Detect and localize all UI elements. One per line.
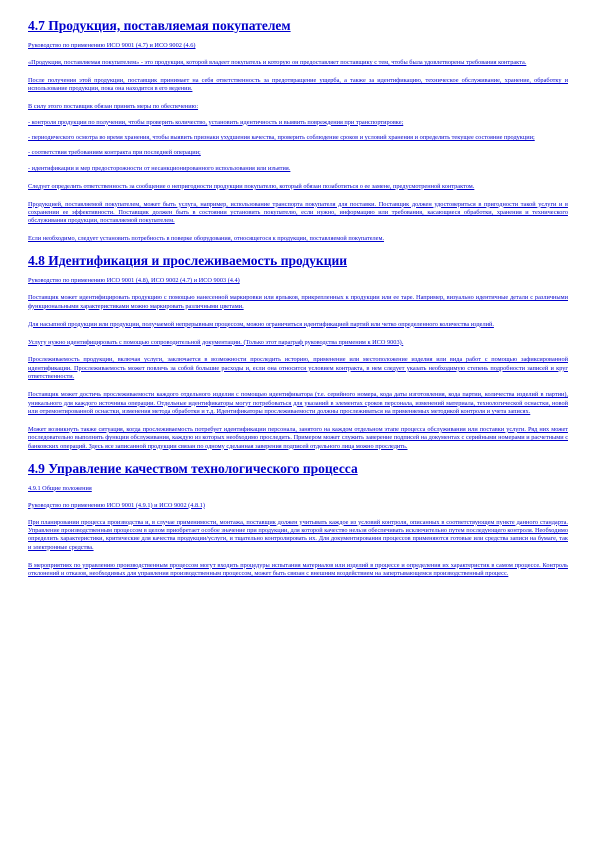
paragraph[interactable]: После получения этой продукции, поставщик принимает на себя ответственность за предотвращение ущерба, а также за идентификацию, техническое обслуживание, хранение, обработку и использование продукции, пока она находится в его ведении. xyxy=(28,76,568,93)
paragraph[interactable]: Следует определить ответственность за сообщение о непригодности продукции покупателю, который обязан позаботиться о ее замене, предусмотренной контрактом. xyxy=(28,182,475,190)
paragraph[interactable]: Может возникнуть также ситуация, когда прослеживаемость потребует идентификации персонала, занятого на каждом отдельном этапе процесса обслуживания или поставки услуги. Ряд них может последовательно выполнять функции обслуживания, каждую из которых необходимо проследить. Примером может служить заверение подписей на документах с серийными номерами и расчетными с банковских операций. Здесь ясе записанной продукции связан по одному сделанная заверения подписей отдельного лица можно проследить. xyxy=(28,425,568,450)
section-subtitle[interactable]: 4.9.1 Общие положения xyxy=(28,484,92,492)
paragraph[interactable]: Если необходимо, следует установить потребность в поверке оборудования, относящегося к продукции, поставляемой покупателем. xyxy=(28,235,385,243)
list-item[interactable]: - соответствия требованиям контракта при последней операции; xyxy=(28,149,201,157)
list-item[interactable]: - контроля продукции по получении, чтобы проверить количество, установить идентичность и выявить повреждения при транспортировке; xyxy=(28,118,404,126)
paragraph[interactable]: Для насыпной продукции или продукции, получаемой непрерывным процессом, можно ограничиться идентификацией партий или четко определенного количества изделий. xyxy=(28,320,494,328)
section-reference[interactable]: Руководство по применению ИСО 9001 (4.9.1) и ИСО 9002 (4.8.1) xyxy=(28,501,205,509)
list-item[interactable]: - периодического осмотра во время хранения, чтобы выявить признаки ухудшения качества, проверить соблюдение сроков и условий хранения и определить текущее состояние продукции; xyxy=(28,134,535,142)
paragraph[interactable]: «Продукция, поставляемая покупателем» - это продукция, которой владеет покупатель и которую он предоставляет поставщику с тем, чтобы была удовлетворены требования контракта. xyxy=(28,59,527,66)
paragraph[interactable]: Поставщик может идентифицировать продукцию с помощью нанесенной маркировки или ярлыков, прикрепленных к продукции или ее таре. Например, визуально идентичные детали с различными функциональными характеристиками можно маркировать различными цветами. xyxy=(28,294,568,310)
section-reference[interactable]: Руководство по применению ИСО 9001 (4.7) и ИСО 9002 (4.6) xyxy=(28,42,196,49)
paragraph[interactable]: При планировании процесса производства и, в случае применимости, монтажа, поставщик должен учитывать каждое из условий контроля, описанных в соответствующем пункте данного стандарта. Управление производственным процессом в целом приобретает особое значение при продукции, для которой качество нельзя обеспечивать исключительно путем последующего контроля. Необходимо определить характеристики, критические для качества продукции/услуги, и тщательно контролировать их. Для документирования процессов применяются готовые или средства записи на бумаге, так и электронные средства. xyxy=(28,518,568,551)
paragraph[interactable]: В силу этого поставщик обязан принять меры по обеспечению: xyxy=(28,103,199,111)
section-reference[interactable]: Руководство по применению ИСО 9001 (4.8), ИСО 9002 (4.7) и ИСО 9003 (4.4) xyxy=(28,277,240,285)
section-heading-4-9: 4.9 Управление качеством технологического процесса xyxy=(28,460,358,476)
document-page xyxy=(28,14,568,588)
paragraph[interactable]: В мероприятиях по управлению производственным процессом могут входить процедуры испытания материалов или изделий в процессе и определения их характеристик в самом процессе. Контроль отклонений и отказов, необходимых для управления производственным процессом, может быть связан с внешним воздействием на запертывающемся производственный процесс. xyxy=(28,561,568,578)
paragraph[interactable]: Услугу нужно идентифицировать с помощью сопроводительной документации. (Только этот параграф руководства применим к ИСО 9003). xyxy=(28,338,404,346)
paragraph[interactable]: Продукцией, поставляемой покупателем, может быть услуга, например, использование транспорта покупателя для поставки. Поставщик должен удостовериться в пригодности такой услуги и в сохранении ее эффективности. Поставщик должен быть в состоянии установить покупателю, если нужно, информацию или требования, касающиеся обработки, хранения и технического обслуживания продукции, поставляемой покупателем. xyxy=(28,200,568,225)
list-item[interactable]: - идентификации и мер предосторожности от несанкционированного использования или изъятия. xyxy=(28,164,291,172)
section-heading-4-8: 4.8 Идентификация и прослеживаемость продукции xyxy=(28,253,348,269)
section-heading-4-7: 4.7 Продукция, поставляемая покупателем xyxy=(28,18,291,33)
paragraph[interactable]: Поставщик может достичь прослеживаемости каждого отдельного изделия с помощью идентификатора (т.е. серийного номера, кода даты изготовления, кода партии, количества изделий в партии), уникального для каждого источника операции. Отдельные идентификаторы могут потребоваться для указаний в элементах сроков персонала, изменений материала, технологической оснастки, новой или отремонтированной оснастки, изменения метода обработки и т.д. Идентификаторы прослеживаемости должны прослеживаться на применяемых методикой контроля и учета записях. xyxy=(28,391,568,415)
paragraph[interactable]: Прослеживаемость продукции, включая услуги, заключается в возможности проследить историю, применение или местоположение изделия или вида работ с помощью зафиксированной идентификации. Прослеживаемость может повлечь за собой большие расходы и, если она относится условием контракта, в нем следует указать необходимую степень подробности записей и круг ответственности. xyxy=(28,356,568,381)
